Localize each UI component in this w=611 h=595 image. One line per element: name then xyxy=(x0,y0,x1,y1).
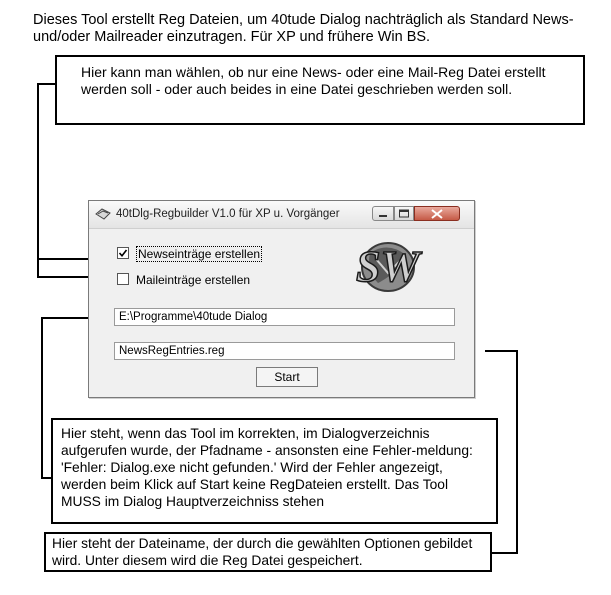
regbuilder-window xyxy=(88,200,475,398)
callout-options-text: Hier kann man wählen, ob nur eine News- oder eine Mail-Reg Datei erstellt werden soll - oder auch beides in eine Datei geschrieben werden soll. xyxy=(81,64,546,97)
connector-line xyxy=(37,83,39,278)
intro-text: Dieses Tool erstellt Reg Dateien, um 40tude Dialog nachträglich als Standard News- und/oder Mailreader einzutragen. Für XP und frühere Win BS. xyxy=(33,12,574,45)
callout-filename xyxy=(44,532,492,572)
app-icon xyxy=(95,207,111,221)
callout-path xyxy=(51,418,498,524)
window-title: 40tDlg-Regbuilder V1.0 für XP u. Vorgänger xyxy=(116,208,340,220)
connector-line xyxy=(516,350,518,554)
mail-checkbox-label: Maileinträge erstellen xyxy=(136,273,251,287)
news-checkbox[interactable] xyxy=(117,247,262,261)
connector-line xyxy=(492,552,518,554)
minimize-button[interactable] xyxy=(372,206,394,221)
sw-logo xyxy=(348,233,458,295)
title-bar[interactable] xyxy=(89,201,474,229)
start-button[interactable]: Start xyxy=(256,367,318,387)
news-checkbox-box[interactable] xyxy=(117,247,129,259)
news-checkbox-label: Newseinträge erstellen xyxy=(138,247,261,261)
connector-line xyxy=(41,317,43,478)
callout-path-text: Hier steht, wenn das Tool im korrekten, im Dialogverzeichnis aufgerufen wurde, der Pfadname - ansonsten eine Fehler-meldung: 'Fehler: Dialog.exe nicht gefunden.' Wird der Fehler angezeigt, werden beim Klick auf Start keine RegDateien erstellt. Das Tool MUSS im Dialog Hauptverzeichniss stehen xyxy=(61,426,473,509)
filename-display-field[interactable]: NewsRegEntries.reg xyxy=(114,342,455,360)
logo-letters: SW xyxy=(356,242,420,291)
path-display-field[interactable]: E:\Programme\40tude Dialog xyxy=(114,308,455,326)
callout-options xyxy=(55,55,585,125)
close-button[interactable] xyxy=(414,206,460,221)
maximize-button[interactable] xyxy=(394,206,414,221)
mail-checkbox[interactable] xyxy=(117,273,250,287)
connector-line xyxy=(485,350,517,352)
close-icon xyxy=(415,207,459,220)
mail-checkbox-box[interactable] xyxy=(117,273,129,285)
maximize-icon xyxy=(395,207,413,220)
minimize-icon xyxy=(373,207,393,220)
checkmark-icon xyxy=(118,248,128,258)
callout-filename-text: Hier steht der Dateiname, der durch die gewählten Optionen gebildet wird. Unter diesem wird die Reg Datei gespeichert. xyxy=(52,536,473,568)
connector-line xyxy=(37,83,56,85)
